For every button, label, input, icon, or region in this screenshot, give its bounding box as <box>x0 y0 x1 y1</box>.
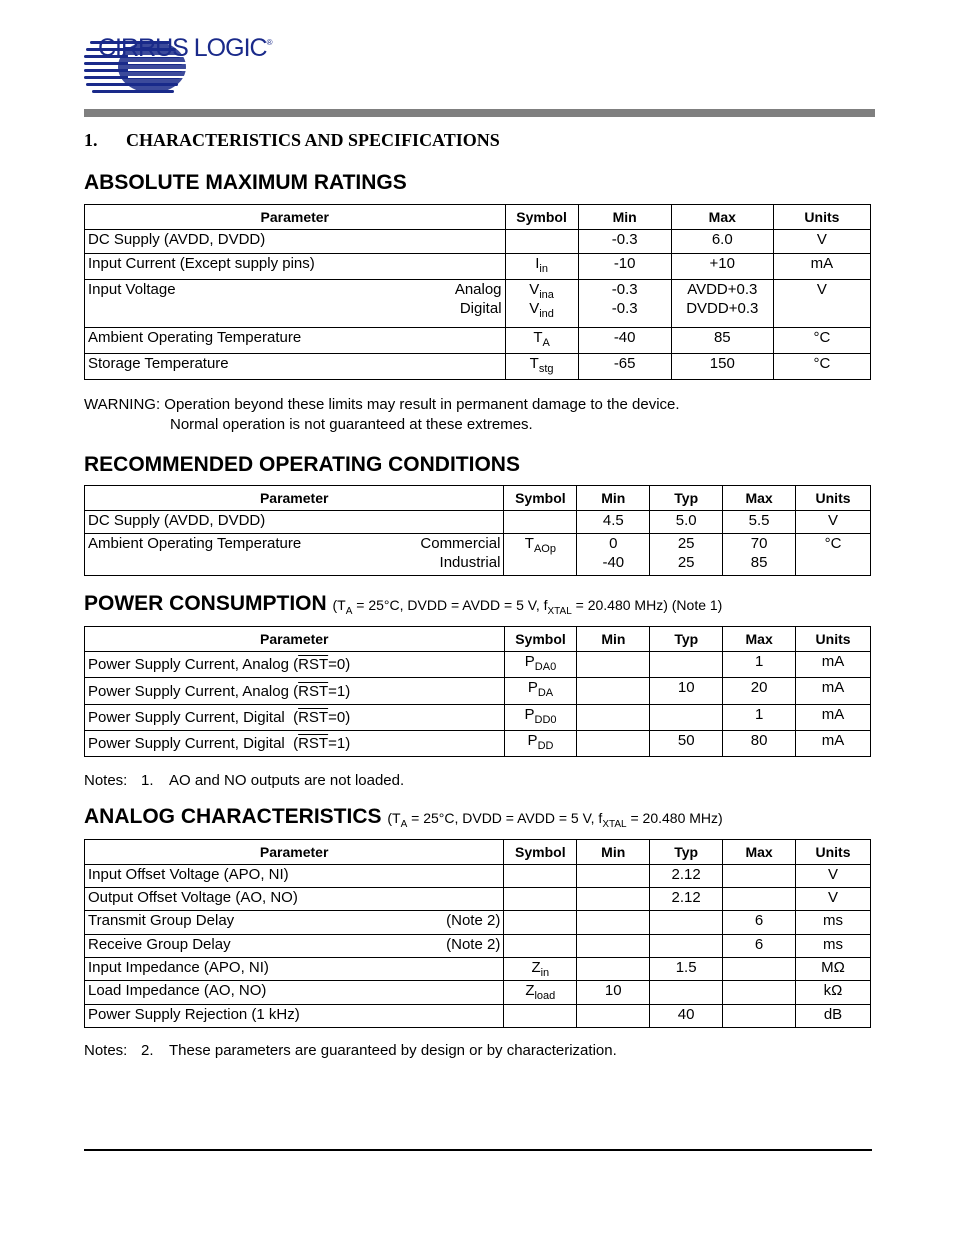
table-row <box>85 911 871 935</box>
symbol-cell: $P_{DD0}$ <box>504 705 577 731</box>
col-header: Min <box>578 205 671 230</box>
param-cell: DC Supply (AVDD, DVDD) <box>85 511 504 534</box>
table-row <box>85 511 871 534</box>
typ-cell: 5.0 <box>650 511 723 534</box>
typ-cell <box>650 911 723 935</box>
param-cell: Output Offset Voltage (AO, NO) <box>85 888 504 911</box>
max-cell: 1 <box>723 705 796 731</box>
symbol-cell <box>504 511 577 534</box>
symbol-cell: $T_{stg}$ <box>505 354 578 380</box>
max-cell: 80 <box>723 731 796 757</box>
logo-text: CIRRUS LOGIC® <box>98 34 272 62</box>
symbol-cell <box>505 230 578 254</box>
max-cell <box>723 865 796 888</box>
units-cell: °C <box>773 328 870 354</box>
units-cell: V <box>796 888 871 911</box>
table-row <box>85 354 871 380</box>
col-header: Parameter <box>85 627 505 652</box>
param-cell: Power Supply Current, Digital $(\overline{RST}=0)$ <box>85 705 505 731</box>
param-cell: Storage Temperature <box>85 354 506 380</box>
symbol-cell: $V_{ina}$ $V_{ind}$ <box>505 280 578 328</box>
power-conditions: ($T_A = 25^\circ C$, DVDD = AVDD = 5 V, $f_{XTAL} = 20.480$ MHz) (Note 1) <box>332 597 723 617</box>
col-header: Symbol <box>504 840 577 865</box>
units-cell: V <box>796 865 871 888</box>
param-cell: Ambient Operating Temperature <box>85 328 506 354</box>
col-header: Units <box>796 840 871 865</box>
max-cell: 150 <box>671 354 773 380</box>
section-title-power: POWER CONSUMPTION ($T_A = 25^\circ C$, DVDD = AVDD = 5 V, $f_{XTAL} = 20.480$ MHz) (Note 1) <box>84 592 723 617</box>
typ-cell: 25 25 <box>650 534 723 576</box>
col-header: Symbol <box>504 627 577 652</box>
param-cell: Input Offset Voltage (APO, NI) <box>85 865 504 888</box>
typ-cell: 1.5 <box>650 958 723 981</box>
col-header: Max <box>723 627 796 652</box>
param-cell: Input Current (Except supply pins) <box>85 254 506 280</box>
min-cell: 4.5 <box>577 511 650 534</box>
units-cell: mA <box>796 678 871 705</box>
typ-cell: 2.12 <box>650 865 723 888</box>
col-header: Typ <box>650 627 723 652</box>
min-cell <box>577 652 650 678</box>
col-header: Symbol <box>504 486 577 511</box>
units-cell: MΩ <box>796 958 871 981</box>
col-header: Parameter <box>85 840 504 865</box>
units-cell: mA <box>773 254 870 280</box>
table-row <box>85 652 871 678</box>
typ-cell <box>650 935 723 958</box>
warning-text-2: Normal operation is not guaranteed at these extremes. <box>170 416 533 433</box>
min-cell <box>577 935 650 958</box>
max-cell: 6 <box>723 911 796 935</box>
units-cell: mA <box>796 731 871 757</box>
col-header: Typ <box>650 840 723 865</box>
units-cell: ms <box>796 911 871 935</box>
param-cell: Transmit Group Delay (Note 2) <box>85 911 504 935</box>
typ-cell: 2.12 <box>650 888 723 911</box>
max-cell: 20 <box>723 678 796 705</box>
col-header: Units <box>796 486 871 511</box>
col-header: Max <box>671 205 773 230</box>
min-cell <box>577 731 650 757</box>
table-row <box>85 731 871 757</box>
min-cell: -0.3 <box>578 230 671 254</box>
max-cell <box>723 981 796 1005</box>
units-cell: mA <box>796 705 871 731</box>
typ-cell <box>650 981 723 1005</box>
max-cell <box>723 958 796 981</box>
table-row <box>85 1005 871 1028</box>
table-row <box>85 230 871 254</box>
min-cell <box>577 865 650 888</box>
min-cell: -10 <box>578 254 671 280</box>
symbol-cell <box>504 865 577 888</box>
table-row <box>85 254 871 280</box>
analog-note: Notes: 2. These parameters are guaranteed by design or by characterization. <box>84 1042 617 1059</box>
units-cell: kΩ <box>796 981 871 1005</box>
analog-table <box>84 839 871 1028</box>
symbol-cell: $T_{AOp}$ <box>504 534 577 576</box>
param-cell: Input Voltage Analog Digital <box>85 280 506 328</box>
min-cell <box>577 911 650 935</box>
units-cell: mA <box>796 652 871 678</box>
col-header: Typ <box>650 486 723 511</box>
param-cell: Power Supply Current, Analog $(\overline{RST}=1)$ <box>85 678 505 705</box>
col-header: Parameter <box>85 205 506 230</box>
section-title-rec-op: RECOMMENDED OPERATING CONDITIONS <box>84 453 520 476</box>
chapter-title: CHARACTERISTICS AND SPECIFICATIONS <box>126 130 500 150</box>
power-table <box>84 626 871 757</box>
units-cell: V <box>796 511 871 534</box>
section-title-abs-max: ABSOLUTE MAXIMUM RATINGS <box>84 171 407 194</box>
param-cell: Power Supply Current, Analog $(\overline{RST}=0)$ <box>85 652 505 678</box>
max-cell: +10 <box>671 254 773 280</box>
max-cell: AVDD+0.3 DVDD+0.3 <box>671 280 773 328</box>
table-row <box>85 328 871 354</box>
col-header: Min <box>577 840 650 865</box>
table-row <box>85 534 871 576</box>
table-row <box>85 678 871 705</box>
symbol-cell <box>504 911 577 935</box>
header-rule <box>84 109 875 117</box>
param-cell: DC Supply (AVDD, DVDD) <box>85 230 506 254</box>
symbol-cell <box>504 935 577 958</box>
col-header: Units <box>796 627 871 652</box>
max-cell: 6 <box>723 935 796 958</box>
units-cell: dB <box>796 1005 871 1028</box>
min-cell: 0 -40 <box>577 534 650 576</box>
symbol-cell: $Z_{in}$ <box>504 958 577 981</box>
max-cell: 6.0 <box>671 230 773 254</box>
min-cell: 10 <box>577 981 650 1005</box>
warning-text: WARNING: Operation beyond these limits may result in permanent damage to the device. <box>84 396 680 413</box>
max-cell <box>723 888 796 911</box>
min-cell: -65 <box>578 354 671 380</box>
max-cell: 1 <box>723 652 796 678</box>
units-cell: V <box>773 280 870 328</box>
table-row <box>85 865 871 888</box>
min-cell <box>577 705 650 731</box>
symbol-cell: $I_{in}$ <box>505 254 578 280</box>
typ-cell <box>650 705 723 731</box>
param-cell: Ambient Operating Temperature Commercial Industrial <box>85 534 504 576</box>
min-cell <box>577 888 650 911</box>
abs-max-table <box>84 204 871 380</box>
rec-op-table <box>84 485 871 576</box>
section-title-analog: ANALOG CHARACTERISTICS ($T_A = 25^\circ C$, DVDD = AVDD = 5 V, $f_{XTAL} = 20.480$ MHz) <box>84 805 723 830</box>
footer-rule <box>84 1149 872 1151</box>
table-row <box>85 705 871 731</box>
table-row <box>85 935 871 958</box>
min-cell: -0.3 -0.3 <box>578 280 671 328</box>
typ-cell: 50 <box>650 731 723 757</box>
min-cell <box>577 1005 650 1028</box>
typ-cell: 10 <box>650 678 723 705</box>
param-cell: Input Impedance (APO, NI) <box>85 958 504 981</box>
col-header: Parameter <box>85 486 504 511</box>
param-cell: Receive Group Delay (Note 2) <box>85 935 504 958</box>
symbol-cell <box>504 1005 577 1028</box>
col-header: Max <box>723 840 796 865</box>
max-cell <box>723 1005 796 1028</box>
max-cell: 5.5 <box>723 511 796 534</box>
chapter-number: 1. <box>84 130 98 150</box>
table-row <box>85 888 871 911</box>
analog-conditions: ($T_A = 25^\circ C$, DVDD = AVDD = 5 V, $f_{XTAL} = 20.480$ MHz) <box>387 810 723 830</box>
symbol-cell: $T_A$ <box>505 328 578 354</box>
units-cell: V <box>773 230 870 254</box>
param-cell: Load Impedance (AO, NO) <box>85 981 504 1005</box>
symbol-cell: $P_{DA}$ <box>504 678 577 705</box>
col-header: Min <box>577 627 650 652</box>
units-cell: °C <box>773 354 870 380</box>
min-cell <box>577 958 650 981</box>
symbol-cell: $P_{DD}$ <box>504 731 577 757</box>
table-row <box>85 280 871 328</box>
typ-cell: 40 <box>650 1005 723 1028</box>
col-header: Symbol <box>505 205 578 230</box>
max-cell: 85 <box>671 328 773 354</box>
units-cell: ms <box>796 935 871 958</box>
units-cell: °C <box>796 534 871 576</box>
col-header: Max <box>723 486 796 511</box>
typ-cell <box>650 652 723 678</box>
symbol-cell <box>504 888 577 911</box>
max-cell: 70 85 <box>723 534 796 576</box>
min-cell <box>577 678 650 705</box>
power-note: Notes: 1. AO and NO outputs are not loaded. <box>84 772 405 789</box>
symbol-cell: $Z_{load}$ <box>504 981 577 1005</box>
table-row <box>85 958 871 981</box>
table-row <box>85 981 871 1005</box>
col-header: Units <box>773 205 870 230</box>
param-cell: Power Supply Current, Digital $(\overline{RST}=1)$ <box>85 731 505 757</box>
col-header: Min <box>577 486 650 511</box>
param-cell: Power Supply Rejection (1 kHz) <box>85 1005 504 1028</box>
symbol-cell: $P_{DA0}$ <box>504 652 577 678</box>
min-cell: -40 <box>578 328 671 354</box>
chapter-heading <box>84 130 500 151</box>
